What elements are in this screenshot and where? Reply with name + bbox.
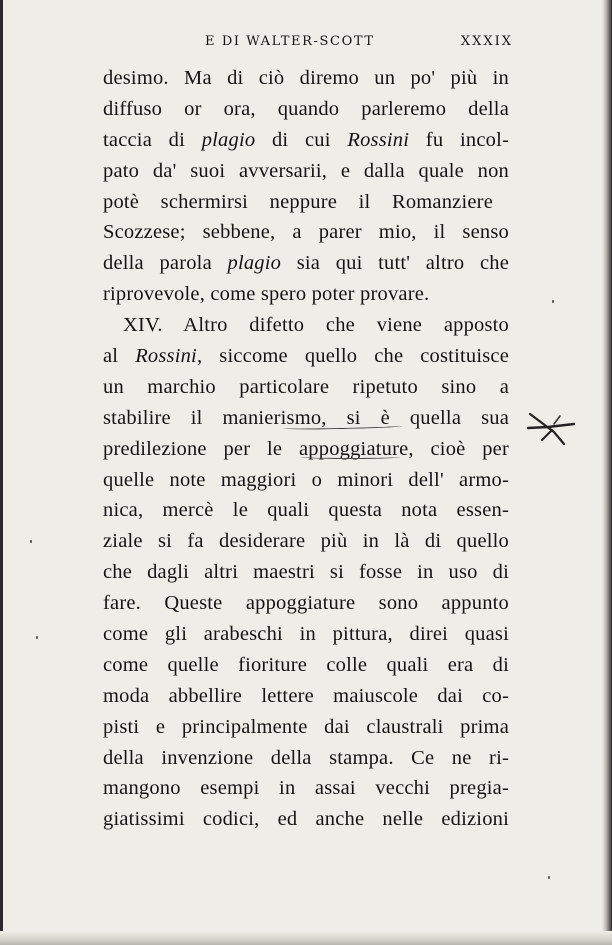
- paper-speck: [548, 876, 550, 879]
- text-line: diffuso or ora, quando parleremo della: [103, 97, 509, 120]
- text-line: della invenzione della stampa. Ce ne ri-: [103, 746, 509, 769]
- text-line: nica, mercè le quali questa nota essen-: [103, 499, 509, 522]
- pencil-underline: [300, 455, 400, 459]
- text-line: Scozzese; sebbene, a parer mio, il senso: [103, 221, 509, 244]
- text-line: al Rossini, siccome quello che costituisce: [103, 345, 509, 368]
- text-line: giatissimi codici, ed anche nelle edizioni: [103, 808, 509, 831]
- text-line: XIV. Altro difetto che viene apposto: [123, 314, 509, 337]
- text-line: che dagli altri maestri si fosse in uso di: [103, 561, 509, 584]
- text-line: della parola plagio sia qui tutt' altro che: [103, 252, 509, 275]
- text-line: stabilire il manierismo, si è quella sua: [103, 406, 509, 429]
- running-title: E DI WALTER-SCOTT: [205, 34, 375, 49]
- text-line: predilezione per le appoggiature, cioè per: [103, 437, 509, 460]
- text-line: moda abbellire lettere maiuscole dai co-: [103, 684, 509, 707]
- text-line: pato da' suoi avversarii, e dalla quale non: [103, 159, 509, 182]
- paper-speck: [30, 540, 32, 543]
- text-line: pisti e principalmente dai claustrali prima: [103, 715, 509, 738]
- margin-cross-mark-icon: [524, 410, 576, 450]
- text-line: taccia di plagio di cui Rossini fu incol-: [103, 128, 509, 151]
- text-line: un marchio particolare ripetuto sino a: [103, 375, 509, 398]
- paper-speck: [36, 636, 38, 639]
- page-header: [103, 34, 515, 56]
- text-line: mangono esempi in assai vecchi pregia-: [103, 777, 509, 800]
- page-left-edge: [0, 0, 3, 945]
- paper-speck: [552, 300, 554, 303]
- text-line: come quelle fioriture colle quali era di: [103, 653, 509, 676]
- body-text: [103, 63, 509, 835]
- text-line: ziale si fa desiderare più in là di quello: [103, 530, 509, 553]
- page-right-edge-shadow: [602, 0, 612, 945]
- text-line: desimo. Ma di ciò diremo un po' più in: [103, 67, 509, 89]
- page-number: XXXIX: [460, 34, 513, 49]
- text-line: fare. Queste appoggiature sono appunto: [103, 592, 509, 615]
- page-bottom-edge: [0, 931, 612, 945]
- text-line: come gli arabeschi in pittura, direi quasi: [103, 623, 509, 646]
- text-line: quelle note maggiori o minori dell' armo-: [103, 468, 509, 491]
- text-line: potè schermirsi neppure il Romanziere: [103, 190, 493, 213]
- text-line: riprovevole, come spero poter provare.: [103, 283, 430, 306]
